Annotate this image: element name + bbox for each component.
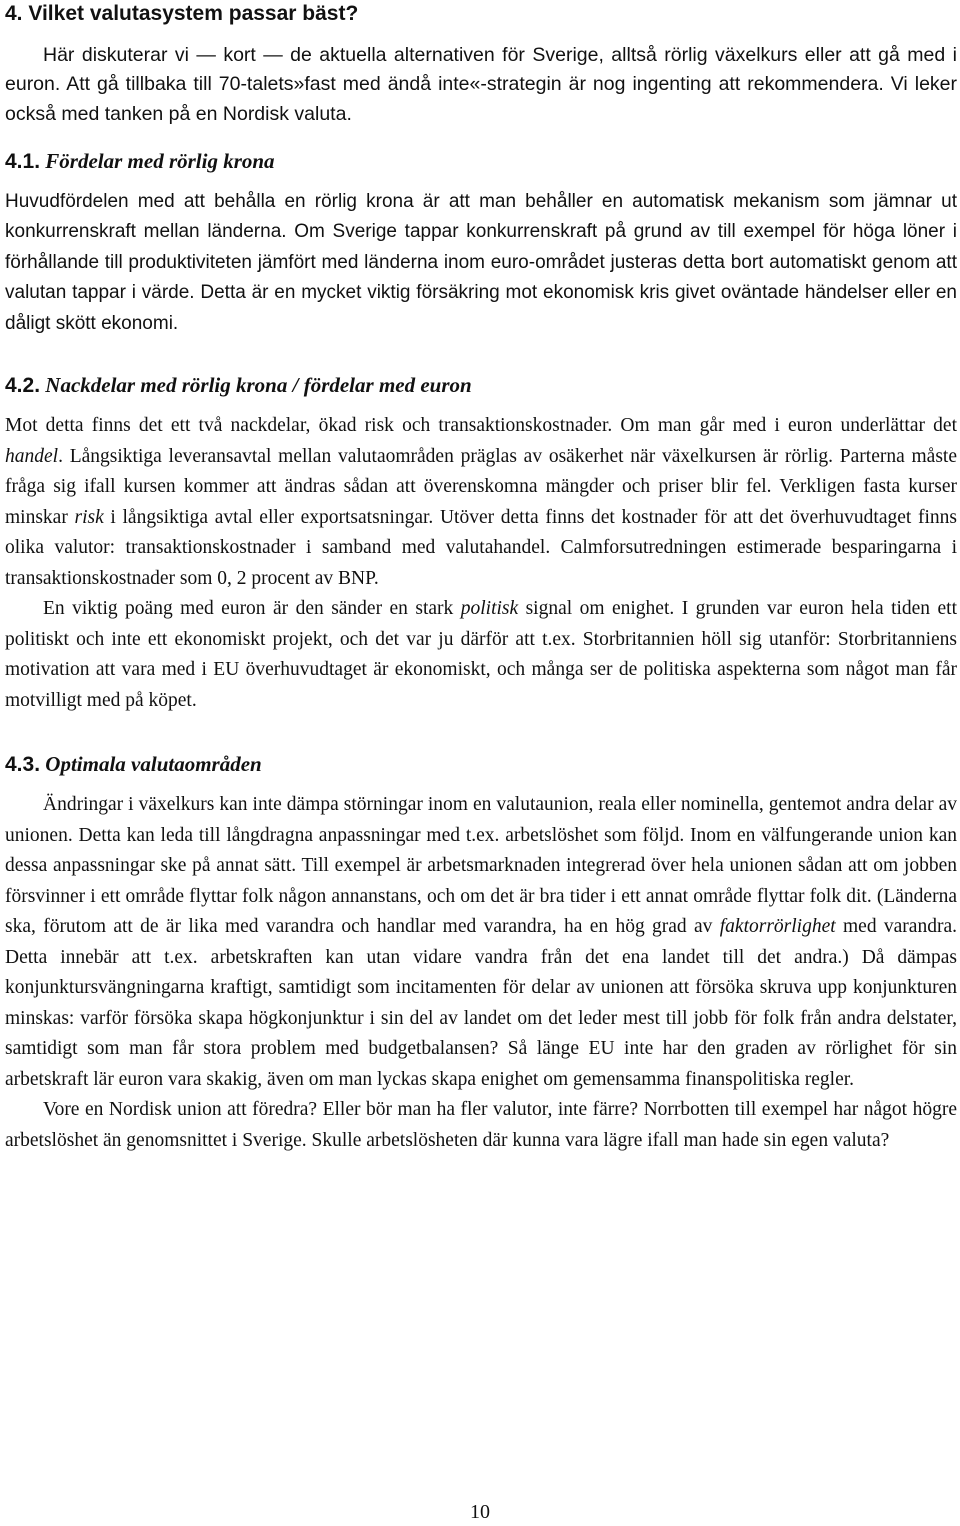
paragraph-text: signal om enighet. I grunden var euron hela tiden ett politiskt och inte ett ekonomiskt projekt, och det var ju därför att t.ex. Storbritannien höll sig utanför: Storbritanniens motivation att vara med i EU överhuvudtaget är ekonomiskt, och många ser de politiska aspekterna som något man får motvilligt med på köpet. <box>5 598 957 711</box>
section-4-2-paragraph-1 <box>5 411 957 594</box>
paragraph-text: En viktig poäng med euron är den sänder en stark <box>43 598 461 620</box>
section-title: Optimala valutaområden <box>45 752 262 777</box>
page-number: 10 <box>470 1501 490 1523</box>
section-number: 4.1. <box>5 149 41 173</box>
section-4-3-paragraph-2: Vore en Nordisk union att föredra? Eller bör man ha fler valutor, inte färre? Norrbotten till exempel har något högre arbetslöshet än genomsnittet i Sverige. Skulle arbetslösheten där kunna vara lägre ifall man hade sin egen valuta? <box>5 1099 957 1151</box>
paragraph-text: . Långsiktiga leveransavtal mellan valutaområden präglas av osäkerhet när växelkursen är rörlig. Parterna måste fråga sig ifall kursen kommer att ändras sådan att överenskomna mängder och priser blir fel. Verkligen fasta kurser minskar <box>5 445 957 528</box>
section-4-3-paragraph-1 <box>5 790 957 1095</box>
chapter-title: 4. Vilket valutasystem passar bäst? <box>5 2 359 25</box>
paragraph-text: Om Sverige tappar konkurrenskraft på grund av till exempel för höga löner i förhållande till produktiviteten jämfört med länderna inom euro-området justeras detta bort automatiskt genom att valutan tappar i värde. Detta är en mycket viktig försäkring mot ekonomisk kris givet oväntade händelser eller en dåligt skött ekonomi. <box>5 221 957 334</box>
paragraph-text: Ändringar i växelkurs kan inte dämpa störningar inom en valutaunion, reala eller nominella, gentemot andra delar av unionen. Detta kan leda till långdragna anpassningar med t.ex. arbetslöshet som följd. Inom en välfungerande union kan dessa anpassningar ske på annat sätt. Till exempel är arbetsmarknaden integrerad över hela unionen sådan att om jobben försvinner i ett område flyttar folk någon annanstans, och om det är bra tider i ett annat område flyttar folk dit. (Länderna ska, förutom att de är lika med varandra och handlar med varandra, ha en hög grad av <box>5 794 957 938</box>
chapter-intro: Här diskuterar vi — kort — de aktuella alternativen för Sverige, alltså rörlig växelkurs eller att gå med i euron. Att gå tillbaka till 70-talets»fast med ändå inte«-strategin är nog ingenting att rekommendera. Vi leker också med tanken på en Nordisk valuta. <box>5 44 957 125</box>
section-number: 4.2. <box>5 374 41 398</box>
section-title: Fördelar med rörlig krona <box>45 148 275 173</box>
section-heading-4-1 <box>5 146 957 177</box>
paragraph-text: med varandra. Detta innebär att t.ex. arbetskraften kan utan vidare vandra från det ena landet till det andra.) Då dämpas konjunktursvängningarna kraftigt, samtidigt som incitamenten för delar av unionen att försöka skruva upp konjunkturen minskas: varför försöka skapa högkonjunktur i sin del av landet om det leder mest till jobb för folk från andra delstater, samtidigt som man får stora problem med budgetbalansen? Så länge EU inte har den graden av rörlighet för sin arbetskraft lär euron vara skakig, även om man lyckas skapa enighet om gemensamma finanspolitiska regler. <box>5 916 957 1090</box>
emphasis-risk: risk <box>74 506 104 528</box>
paragraph-text: Mot detta finns det ett två nackdelar, ökad risk och transaktionskostnader. Om man går med i euron underlättar det <box>5 415 957 437</box>
emphasis-faktorrorlighet: faktorrörlighet <box>719 916 836 938</box>
paragraph-lead-text: Huvudfördelen med att behålla en rörlig krona är att man behåller en automatisk mekanism som jämnar ut konkurrenskraft mellan länderna. <box>5 190 957 243</box>
emphasis-handel: handel <box>5 445 59 467</box>
section-4-1-paragraph <box>5 187 957 340</box>
paragraph-text: i långsiktiga avtal eller exportsatsningar. Utöver detta finns det kostnader för att det överhuvudtaget finns olika valutor: transaktionskostnader i samband med valutahandel. Calmforsutredningen estimerade besparingarna i transaktionskostnader som 0, 2 procent av BNP. <box>5 506 957 589</box>
document-page <box>5 0 957 1156</box>
section-title: Nackdelar med rörlig krona / fördelar med euron <box>45 373 472 398</box>
emphasis-politisk: politisk <box>460 598 519 620</box>
section-4-2-paragraph-2 <box>5 594 957 716</box>
section-number: 4.3. <box>5 753 41 777</box>
section-heading-4-2 <box>5 370 957 401</box>
section-heading-4-3 <box>5 749 957 780</box>
